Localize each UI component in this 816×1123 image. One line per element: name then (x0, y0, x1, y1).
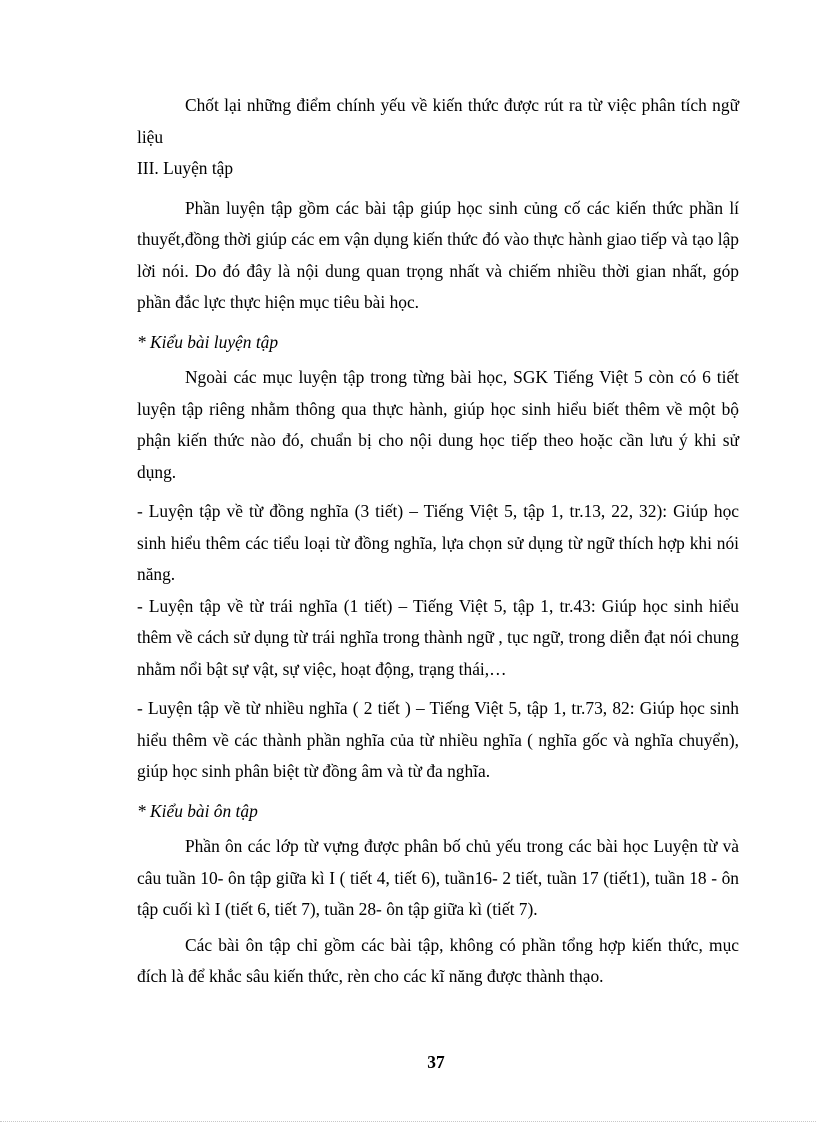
page-number: 37 (427, 1052, 445, 1072)
review-type-paragraph: Phần ôn các lớp từ vựng được phân bố chủ yếu trong các bài học Luyện từ và câu tuần 10- ôn tập giữa kì I ( tiết 4, tiết 6), tuần16- 2 tiết, tuần 17 (tiết1), tuần 18 - ôn tập cuối kì I (tiết 6, tiết 7), tuần 28- ôn tập giữa kì (tiết 7). (137, 836, 739, 919)
polysemy-practice-item: - Luyện tập về từ nhiều nghĩa ( 2 tiết ) – Tiếng Việt 5, tập 1, tr.73, 82: Giúp học sinh hiểu thêm về các thành phần nghĩa của từ nhiều nghĩa ( nghĩa gốc và nghĩa chuyển), giúp học sinh phân biệt từ đồng âm và từ đa nghĩa. (137, 698, 739, 781)
subheading-review-type: * Kiểu bài ôn tập (137, 800, 258, 821)
section-heading-practice: III. Luyện tập (137, 158, 234, 178)
practice-type-paragraph: Ngoài các mục luyện tập trong từng bài học, SGK Tiếng Việt 5 còn có 6 tiết luyện tập riêng nhằm thông qua thực hành, giúp học sinh hiểu biết thêm về một bộ phận kiến thức nào đó, chuẩn bị cho nội dung học tiếp theo hoặc cần lưu ý khi sử dụng. (137, 367, 739, 482)
antonym-practice-item: - Luyện tập về từ trái nghĩa (1 tiết) – Tiếng Việt 5, tập 1, tr.43: Giúp học sinh hiểu thêm về cách sử dụng từ trái nghĩa trong thành ngữ , tục ngữ, trong diễn đạt nói chung nhằm nổi bật sự vật, sự việc, hoạt động, trạng thái,… (137, 595, 739, 679)
synonym-practice-item: - Luyện tập về từ đồng nghĩa (3 tiết) – Tiếng Việt 5, tập 1, tr.13, 22, 32): Giúp học sinh hiểu thêm các tiểu loại từ đồng nghĩa, lựa chọn sử dụng từ ngữ thích hợp khi nói năng. (137, 501, 739, 584)
review-purpose-paragraph: Các bài ôn tập chỉ gồm các bài tập, không có phần tổng hợp kiến thức, mục đích là để khắc sâu kiến thức, rèn cho các kĩ năng được thành thạo. (137, 934, 739, 986)
practice-intro-paragraph: Phần luyện tập gồm các bài tập giúp học sinh củng cố các kiến thức phần lí thuyết,đồng thời giúp các em vận dụng kiến thức đó vào thực hành giao tiếp và tạo lập lời nói. Do đó đây là nội dung quan trọng nhất và chiếm nhiều thời gian nhất, góp phần đắc lực thực hiện mục tiêu bài học. (137, 197, 739, 312)
footer-divider (0, 1121, 816, 1122)
subheading-practice-type: * Kiểu bài luyện tập (137, 331, 279, 352)
document-body (137, 90, 739, 993)
summary-paragraph: Chốt lại những điểm chính yếu về kiến thức được rút ra từ việc phân tích ngữ liệu (137, 95, 739, 147)
